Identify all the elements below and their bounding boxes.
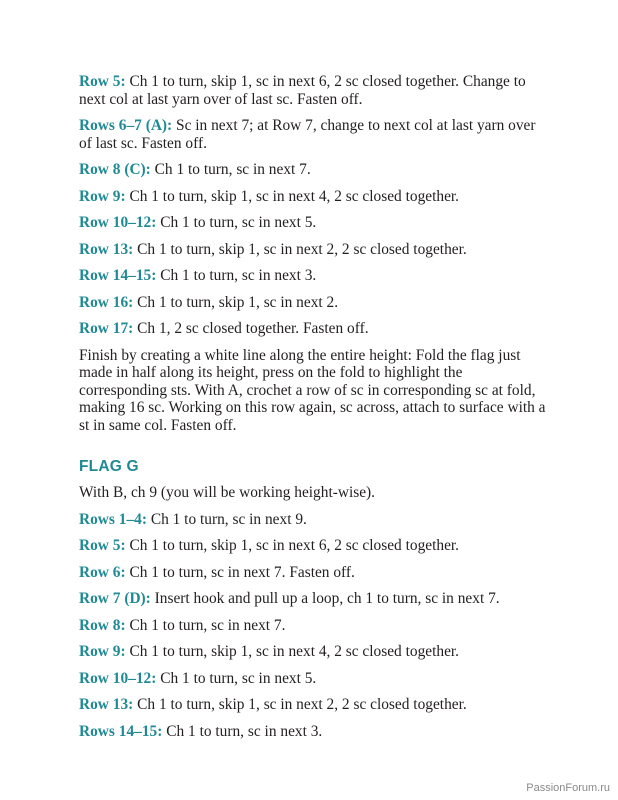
row-text: Ch 1 to turn, skip 1, sc in next 6, 2 sc closed together. <box>125 537 460 554</box>
row-label: Row 10–12: <box>79 669 157 687</box>
row-text: Ch 1 to turn, sc in next 7. <box>125 616 286 634</box>
row-label: Row 8: <box>79 616 126 634</box>
row-label: Row 17: <box>79 320 134 337</box>
row-text: Ch 1, 2 sc closed together. Fasten off. <box>133 320 369 337</box>
instruction-row <box>79 696 549 714</box>
row-label: Rows 6–7 (A): <box>79 117 173 134</box>
instruction-row <box>79 670 549 688</box>
finish-paragraph: Finish by creating a white line along the entire height: Fold the flag just made in half along its height, press on the fold to highlight the corresponding sts. With A, crochet a row of sc in corresponding sc at fold, making 16 sc. Working on this row again, sc across, attach to surface with a st in same col. Fasten off. <box>79 346 546 434</box>
instruction-row <box>79 161 549 179</box>
row-label: Row 7 (D): <box>79 590 151 607</box>
row-label: Row 5: <box>79 73 126 90</box>
instruction-row <box>79 117 549 152</box>
row-text: Ch 1 to turn, sc in next 3. <box>156 267 317 284</box>
instruction-row <box>79 537 549 555</box>
row-label: Row 13: <box>79 240 134 258</box>
row-label: Row 13: <box>79 696 134 713</box>
watermark: PassionForum.ru <box>526 782 610 794</box>
row-text: Ch 1 to turn, skip 1, sc in next 4, 2 sc closed together. <box>125 643 460 660</box>
instruction-row <box>79 267 549 285</box>
row-label: Row 8 (C): <box>79 161 151 178</box>
page-content <box>79 73 549 749</box>
instruction-row <box>79 73 549 108</box>
row-text: Ch 1 to turn, sc in next 5. <box>156 669 317 687</box>
row-label: Row 14–15: <box>79 267 157 284</box>
row-text: Sc in next 7; at Row 7, change to next col at last yarn over of last sc. Fasten off. <box>79 117 536 152</box>
section-heading-flag-g: FLAG G <box>79 458 139 475</box>
row-label: Rows 1–4: <box>79 510 147 528</box>
row-text: Ch 1 to turn, sc in next 5. <box>156 214 317 231</box>
row-text: Ch 1 to turn, skip 1, sc in next 2, 2 sc closed together. <box>133 696 467 713</box>
instruction-row <box>79 188 549 206</box>
instruction-row <box>79 320 549 338</box>
row-label: Row 16: <box>79 293 134 311</box>
instruction-row <box>79 723 549 741</box>
row-label: Row 6: <box>79 563 126 581</box>
row-label: Row 9: <box>79 187 126 205</box>
row-label: Row 10–12: <box>79 214 157 231</box>
row-text: Ch 1 to turn, skip 1, sc in next 2, 2 sc closed together. <box>133 240 467 258</box>
row-label: Rows 14–15: <box>79 722 163 740</box>
instruction-row <box>79 241 549 259</box>
row-text: Ch 1 to turn, skip 1, sc in next 6, 2 sc closed together. Change to next col at last yarn over of last sc. Fasten off. <box>79 73 526 108</box>
row-text: Ch 1 to turn, sc in next 3. <box>162 722 323 740</box>
row-text: Ch 1 to turn, sc in next 7. Fasten off. <box>125 563 355 581</box>
row-text: Ch 1 to turn, sc in next 9. <box>146 510 307 528</box>
flag-g-intro: With B, ch 9 (you will be working height-wise). <box>79 484 376 501</box>
row-text: Insert hook and pull up a loop, ch 1 to turn, sc in next 7. <box>150 590 500 607</box>
instruction-row <box>79 294 549 312</box>
instruction-row <box>79 617 549 635</box>
instruction-row <box>79 214 549 232</box>
row-text: Ch 1 to turn, skip 1, sc in next 4, 2 sc closed together. <box>125 187 460 205</box>
instruction-row <box>79 511 549 529</box>
row-text: Ch 1 to turn, sc in next 7. <box>150 161 311 178</box>
row-label: Row 9: <box>79 643 126 660</box>
row-label: Row 5: <box>79 537 126 554</box>
row-text: Ch 1 to turn, skip 1, sc in next 2. <box>133 293 339 311</box>
instruction-row <box>79 590 549 608</box>
instruction-row <box>79 564 549 582</box>
instruction-row <box>79 643 549 661</box>
